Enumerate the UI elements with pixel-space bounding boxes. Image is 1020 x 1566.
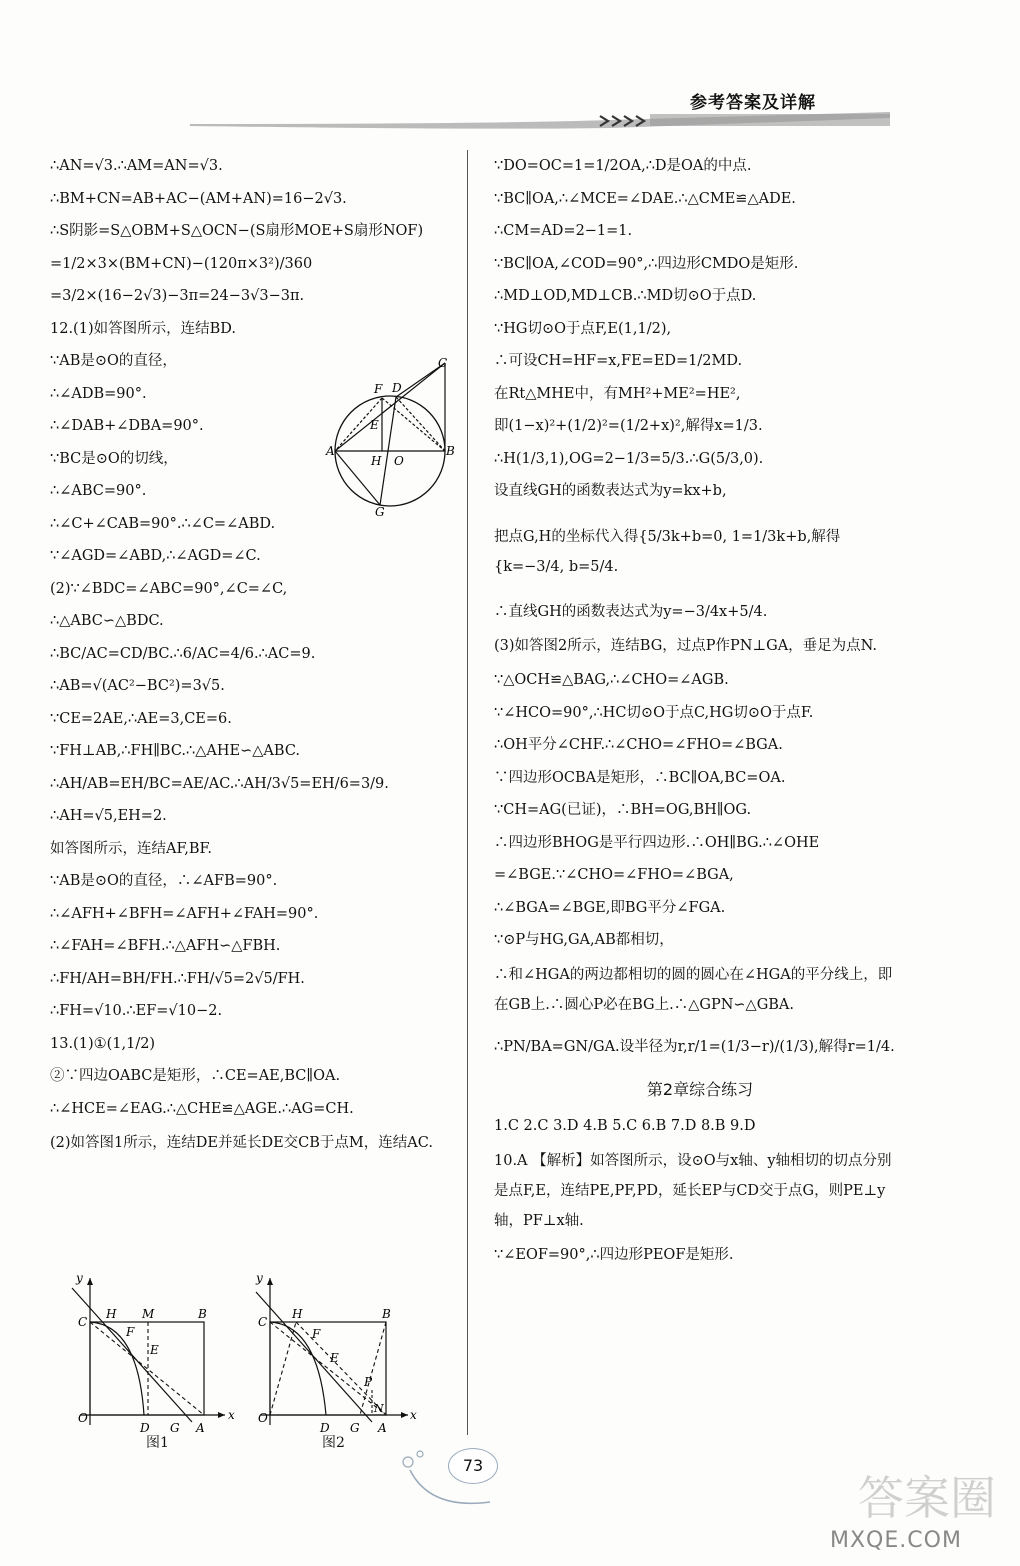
text-line: (3)如答图2所示，连结BG，过点P作PN⊥GA，垂足为点N.: [494, 638, 878, 654]
text-line: ∴四边形BHOG是平行四边形.∴OH∥BG.∴∠OHE: [494, 834, 820, 851]
fig1-caption: 图1: [146, 1435, 169, 1451]
column-divider: [467, 150, 468, 1435]
fig2-label-E: E: [330, 1351, 339, 1365]
label-A: A: [326, 444, 335, 458]
text-line: ∵∠AGD=∠ABD,∴∠AGD=∠C.: [50, 548, 261, 564]
text-line: ∴FH=√10.∴EF=√10−2.: [50, 1003, 223, 1019]
text-line: ∴∠HCE=∠EAG.∴△CHE≌△AGE.∴AG=CH.: [50, 1100, 354, 1117]
fig1-label-O: O: [78, 1411, 88, 1425]
text-line: ∵HG切⊙O于点F,E(1,1/2),: [494, 320, 672, 337]
text-line: ∴BC/AC=CD/BC.∴6/AC=4/6.∴AC=9.: [50, 645, 316, 662]
text-line: ∵BC是⊙O的切线，: [50, 450, 178, 467]
text-line: (2)如答图1所示，连结DE并延长DE交CB于点M，连结AC.: [50, 1135, 433, 1151]
text-line: ∵△OCH≌△BAG,∴∠CHO=∠AGB.: [494, 672, 729, 688]
text-line: ∴OH平分∠CHF.∴∠CHO=∠FHO=∠BGA.: [494, 737, 783, 753]
fig1-label-M: M: [142, 1307, 155, 1321]
text-line: ∴AN=√3.∴AM=AN=√3.: [50, 158, 223, 174]
fig2-label-A: A: [378, 1421, 387, 1435]
watermark-logo: 答案圈: [858, 1471, 996, 1525]
fig1-label-G: G: [170, 1421, 180, 1435]
label-B: B: [446, 444, 455, 458]
text-line: 把点G,H的坐标代入得{5/3k+b=0, 1=1/3k+b,解得{k=−3/4, b=5/4.: [494, 528, 841, 575]
text-line: ∵DO=OC=1=1/2OA,∴D是OA的中点.: [494, 158, 752, 174]
fig2-label-y: y: [256, 1271, 263, 1285]
fig1-label-y: y: [76, 1271, 83, 1285]
label-E: E: [370, 418, 379, 432]
text-line: =∠BGE.∵∠CHO=∠FHO=∠BGA,: [494, 867, 734, 883]
text-line: ∵CE=2AE,∴AE=3,CE=6.: [50, 710, 232, 727]
text-line: ∴和∠HGA的两边都相切的圆的圆心在∠HGA的平分线上，即在GB上.∴圆心P必在BG上.∴△GPN∽△GBA.: [494, 966, 893, 1013]
text-line: ∵AB是⊙O的直径，∴∠AFB=90°.: [50, 873, 278, 889]
text-line: 13.(1)①(1,1/2): [50, 1035, 156, 1052]
text-line: ∴∠FAH=∠BFH.∴△AFH∽△FBH.: [50, 938, 281, 954]
fig1-label-A: A: [196, 1421, 205, 1435]
left-column: [50, 150, 450, 1161]
page-header-title: 参考答案及详解: [690, 93, 816, 113]
text-line: 在Rt△MHE中，有MH²+ME²=HE²,: [494, 385, 741, 402]
text-line: ∴可设CH=HF=x,FE=ED=1/2MD.: [494, 353, 743, 369]
fig2-label-F: F: [312, 1327, 321, 1341]
fig1-label-B: B: [198, 1307, 207, 1321]
text-line: ②∵四边OABC是矩形，∴CE=AE,BC∥OA.: [50, 1068, 341, 1084]
fig1-label-C: C: [78, 1315, 88, 1329]
fig2-caption: 图2: [322, 1435, 345, 1451]
text-line: 1.C 2.C 3.D 4.B 5.C 6.B 7.D 8.B 9.D: [494, 1118, 756, 1134]
fig1-label-D: D: [140, 1421, 150, 1435]
text-line: ∴∠ADB=90°.: [50, 385, 147, 402]
text-line: ∵∠HCO=90°,∴HC切⊙O于点C,HG切⊙O于点F.: [494, 704, 814, 721]
text-line: ∵CH=AG(已证)，∴BH=OG,BH∥OG.: [494, 802, 752, 818]
text-line: ∴H(1/3,1),OG=2−1/3=5/3.∴G(5/3,0).: [494, 450, 764, 467]
text-line: ∴MD⊥OD,MD⊥CB.∴MD切⊙O于点D.: [494, 288, 757, 304]
header-decoration: [190, 110, 900, 132]
label-D: D: [392, 381, 402, 395]
fig2-label-H: H: [292, 1307, 303, 1321]
label-C: C: [438, 356, 448, 370]
fig2-label-P: P: [364, 1375, 373, 1389]
text-line: ∵⊙P与HG,GA,AB都相切，: [494, 932, 674, 948]
text-line: (2)∵∠BDC=∠ABC=90°,∠C=∠C,: [50, 580, 288, 597]
text-line: ∴∠BGA=∠BGE,即BG平分∠FGA.: [494, 899, 726, 916]
coordinate-figures: [60, 1270, 420, 1440]
chapter-title: 第2章综合练习: [646, 1079, 754, 1099]
fig2-label-x: x: [410, 1408, 417, 1422]
text-line: ∵∠EOF=90°,∴四边形PEOF是矩形.: [494, 1246, 734, 1263]
text-line: 12.(1)如答图所示，连结BD.: [50, 320, 236, 337]
text-line: ∴直线GH的函数表达式为y=−3/4x+5/4.: [494, 603, 768, 620]
text-line: ∴BM+CN=AB+AC−(AM+AN)=16−2√3.: [50, 190, 347, 207]
text-line: 设直线GH的函数表达式为y=kx+b,: [494, 483, 727, 499]
fig1-label-E: E: [150, 1343, 159, 1357]
text-line: =1/2×3×(BM+CN)−(120π×3²)/360: [50, 255, 313, 272]
fig2-label-N: N: [374, 1402, 384, 1415]
circle-figure: [326, 355, 460, 519]
fig2-label-C: C: [258, 1315, 268, 1329]
text-line: ∵四边形OCBA是矩形，∴BC∥OA,BC=OA.: [494, 769, 786, 786]
fig1-label-x: x: [228, 1408, 235, 1422]
label-G: G: [375, 505, 385, 519]
text-line: ∴∠C+∠CAB=90°.∴∠C=∠ABD.: [50, 515, 276, 532]
text-line: ∴CM=AD=2−1=1.: [494, 223, 633, 239]
text-line: ∴AH=√5,EH=2.: [50, 808, 167, 824]
text-line: ∴PN/BA=GN/GA.设半径为r,r/1=(1/3−r)/(1/3),解得r=1/4.: [494, 1038, 895, 1055]
text-line: ∵FH⊥AB,∴FH∥BC.∴△AHE∽△ABC.: [50, 743, 301, 759]
text-line: ∴∠DAB+∠DBA=90°.: [50, 418, 204, 434]
text-line: ∴AH/AB=EH/BC=AE/AC.∴AH/3√5=EH/6=3/9.: [50, 775, 389, 792]
fig1-label-H: H: [106, 1307, 117, 1321]
watermark-text: MXQE.COM: [830, 1528, 962, 1553]
right-column: [494, 150, 906, 1271]
fig2-label-D: D: [320, 1421, 330, 1435]
label-F: F: [374, 382, 383, 396]
text-line: 即(1−x)²+(1/2)²=(1/2+x)²,解得x=1/3.: [494, 418, 763, 434]
text-line: 如答图所示，连结AF,BF.: [50, 840, 212, 857]
label-O: O: [394, 454, 404, 468]
text-line: ∴∠AFH+∠BFH=∠AFH+∠FAH=90°.: [50, 905, 319, 922]
text-line: ∴S阴影=S△OBM+S△OCN−(S扇形MOE+S扇形NOF): [50, 223, 424, 239]
text-line: ∴∠ABC=90°.: [50, 483, 147, 499]
text-line: ∵BC∥OA,∠COD=90°,∴四边形CMDO是矩形.: [494, 255, 799, 272]
text-line: 10.A 【解析】如答图所示，设⊙O与x轴、y轴相切的切点分别是点F,E，连结PE,PF,PD，延长EP与CD交于点G，则PE⊥y轴，PF⊥x轴.: [494, 1152, 892, 1229]
text-line: ∵BC∥OA,∴∠MCE=∠DAE.∴△CME≌△ADE.: [494, 190, 796, 207]
text-line: ∴AB=√(AC²−BC²)=3√5.: [50, 678, 225, 694]
fig2-label-B: B: [382, 1307, 391, 1321]
page-number: 73: [448, 1448, 498, 1484]
text-line: =3/2×(16−2√3)−3π=24−3√3−3π.: [50, 288, 305, 304]
text-line: ∴FH/AH=BH/FH.∴FH/√5=2√5/FH.: [50, 970, 305, 987]
text-line: ∴△ABC∽△BDC.: [50, 613, 164, 629]
text-line: ∵AB是⊙O的直径，: [50, 353, 177, 369]
fig1-label-F: F: [126, 1325, 135, 1339]
fig2-label-O: O: [258, 1411, 268, 1425]
label-H: H: [371, 454, 382, 468]
fig2-label-G: G: [350, 1421, 360, 1435]
